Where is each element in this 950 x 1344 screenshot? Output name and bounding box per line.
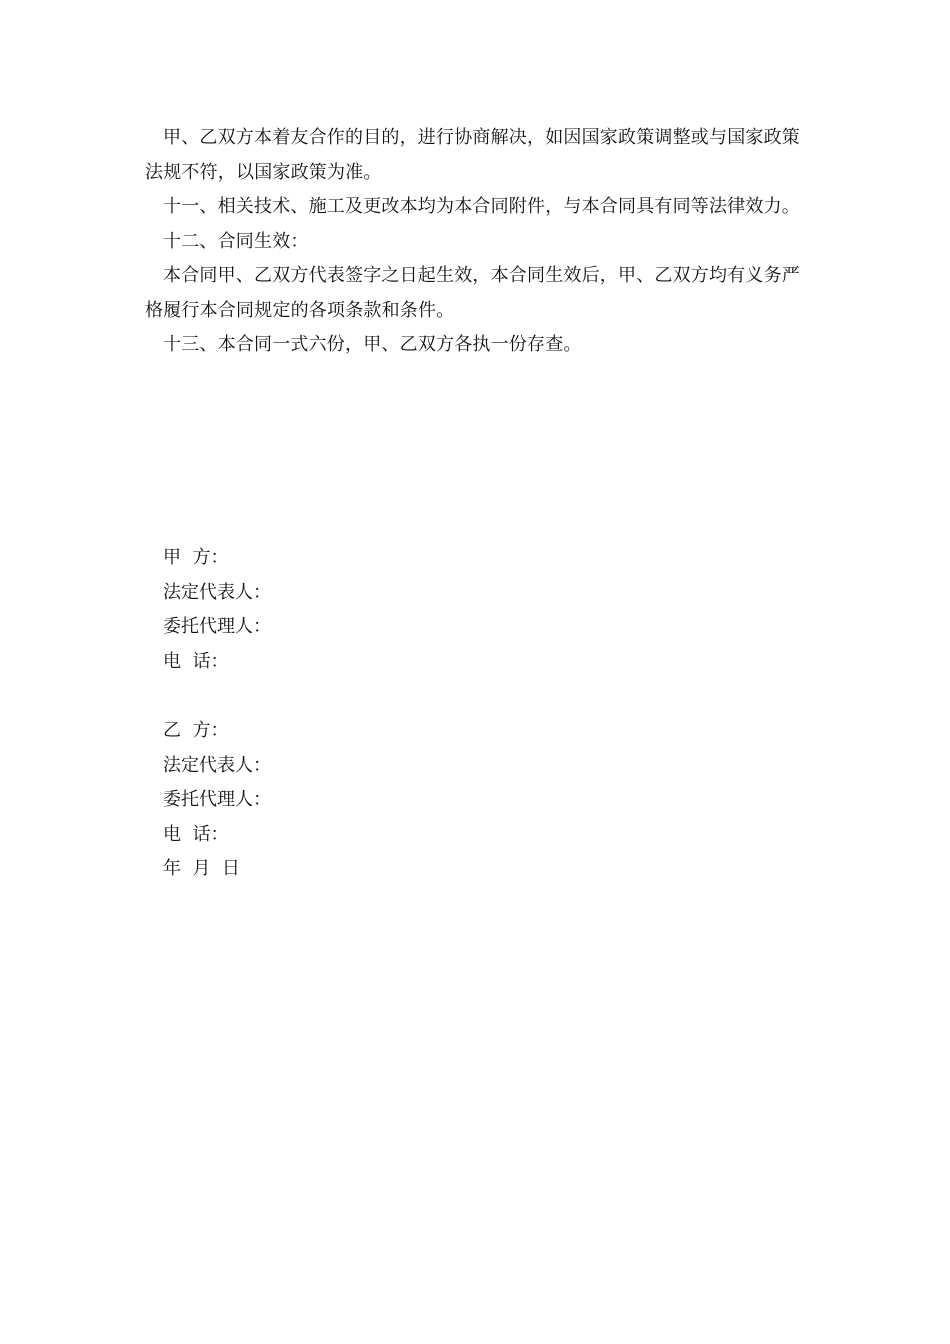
paragraph-dispute-resolution: 甲、乙双方本着友合作的目的，进行协商解决，如因国家政策调整或与国家政策法规不符，以国家政策为准。 [145, 127, 800, 183]
party-b-agent-label: 委托代理人： [163, 789, 271, 810]
party-b-name-label: 乙 方： [163, 720, 229, 741]
paragraph-clause-11: 十一、相关技术、施工及更改本均为本合同附件，与本合同具有同等法律效力。 [163, 196, 800, 217]
paragraph-clause-12-body: 本合同甲、乙双方代表签字之日起生效，本合同生效后，甲、乙双方均有义务严格履行本合同规定的各项条款和条件。 [145, 265, 800, 321]
party-b-phone-label: 电 话： [163, 823, 229, 845]
signing-date-label: 年 月 日 [163, 858, 240, 879]
contract-body [145, 121, 800, 363]
party-a-legal-rep-label: 法定代表人： [163, 581, 271, 603]
party-a-name-label: 甲 方： [163, 547, 229, 568]
party-a-phone-label: 电 话： [163, 650, 229, 672]
party-a-signature-block [163, 541, 563, 679]
party-a-agent-label: 委托代理人： [163, 616, 271, 637]
party-b-signature-block [163, 714, 563, 887]
paragraph-clause-12-heading: 十二、合同生效： [163, 230, 309, 252]
party-b-legal-rep-label: 法定代表人： [163, 754, 271, 776]
paragraph-clause-13: 十三、本合同一式六份，甲、乙双方各执一份存查。 [163, 334, 582, 355]
